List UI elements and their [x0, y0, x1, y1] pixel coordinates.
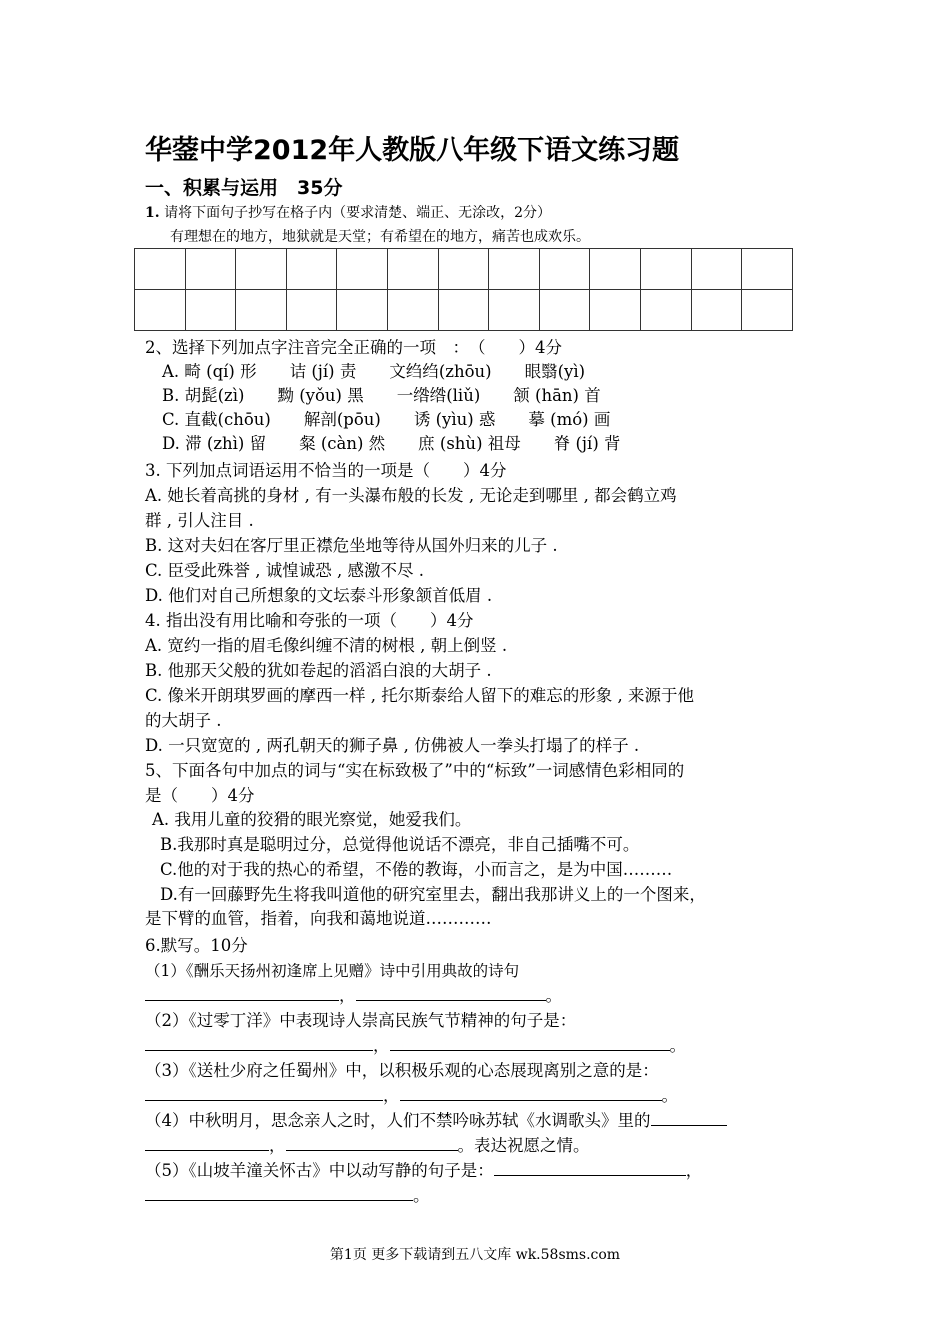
answer-blank[interactable]	[494, 1161, 686, 1176]
answer-blank[interactable]	[400, 1086, 662, 1101]
grid-cell[interactable]	[337, 249, 388, 290]
grid-cell[interactable]	[590, 290, 641, 331]
question-6-stem: 6.默写。10分	[145, 936, 248, 955]
question-6-item-4-tail: 。表达祝愿之情。	[457, 1136, 590, 1155]
section-heading: 一、积累与运用 35分	[145, 177, 343, 199]
comma: ，	[685, 1161, 703, 1180]
period: 。	[661, 1086, 678, 1105]
comma: ，	[373, 1036, 390, 1055]
grid-row	[135, 249, 793, 290]
question-6-item-5	[145, 1160, 702, 1182]
question-2-option-b: B. 胡髭(zì) 黝 (yǒu) 黑 一绺绺(liǔ) 颔 (hān) 首	[162, 386, 601, 405]
grid-cell[interactable]	[387, 249, 438, 290]
grid-cell[interactable]	[286, 249, 337, 290]
grid-cell[interactable]	[337, 290, 388, 331]
question-3-stem: 3. 下列加点词语运用不恰当的一项是（ ）4分	[145, 461, 507, 480]
question-6-item-1: （1）《酬乐天扬州初逢席上见赠》诗中引用典故的诗句	[145, 962, 520, 980]
comma: ，	[339, 986, 356, 1005]
question-1	[145, 203, 551, 223]
question-6-item-4	[145, 1110, 727, 1132]
question-4-option-b: B. 他那天父般的犹如卷起的滔滔白浪的大胡子 .	[145, 661, 492, 680]
question-5-option-d: D.有一回藤野先生将我叫道他的研究室里去，翻出我那讲义上的一个图来，	[160, 885, 706, 904]
page-footer: 第1页 更多下载请到五八文库 wk.58sms.com	[329, 1247, 621, 1263]
grid-cell[interactable]	[438, 290, 489, 331]
grid-cell[interactable]	[640, 290, 691, 331]
writing-grid	[134, 248, 793, 331]
question-3-option-d: D. 他们对自己所想象的文坛泰斗形象颔首低眉 .	[145, 586, 493, 605]
grid-cell[interactable]	[236, 249, 287, 290]
grid-row	[135, 290, 793, 331]
question-3-option-a-cont: 群 , 引人注目 .	[145, 511, 254, 530]
answer-blank[interactable]	[145, 1036, 373, 1051]
grid-cell[interactable]	[691, 249, 742, 290]
question-5-stem: 5、下面各句中加点的词与“实在标致极了”中的“标致”一词感情色彩相同的	[145, 761, 685, 780]
question-6-item-5-text: （5）《山坡羊潼关怀古》中以动写静的句子是：	[145, 1161, 494, 1180]
question-5-option-c: C.他的对于我的热心的希望，不倦的教诲，小而言之，是为中国………	[160, 860, 673, 879]
question-4-option-c: C. 像米开朗琪罗画的摩西一样 , 托尔斯泰给人留下的难忘的形象 , 来源于他	[145, 686, 694, 705]
question-5-option-a: A. 我用儿童的狡猾的眼光察觉，她爱我们。	[152, 810, 472, 829]
document-title: 华蓥中学2012年人教版八年级下语文练习题	[145, 135, 680, 166]
grid-cell[interactable]	[135, 249, 186, 290]
question-6-item-3-answer	[145, 1085, 678, 1107]
question-6-item-5-answer	[145, 1185, 430, 1207]
grid-cell[interactable]	[185, 290, 236, 331]
question-6-item-1-answer	[145, 985, 562, 1007]
grid-cell[interactable]	[590, 249, 641, 290]
question-6-item-2: （2）《过零丁洋》中表现诗人崇高民族气节精神的句子是：	[145, 1011, 577, 1030]
question-3-option-c: C. 臣受此殊誉 , 诚惶诚恐 , 感激不尽 .	[145, 561, 424, 580]
grid-cell[interactable]	[539, 290, 590, 331]
grid-cell[interactable]	[286, 290, 337, 331]
grid-cell[interactable]	[135, 290, 186, 331]
answer-blank[interactable]	[145, 1136, 269, 1151]
question-2-option-d: D. 滞 (zhì) 留 粲 (càn) 然 庶 (shù) 祖母 脊 (jí) 背	[162, 434, 621, 453]
copy-sentence: 有理想在的地方，地狱就是天堂；有希望在的地方，痛苦也成欢乐。	[170, 229, 590, 245]
period: 。	[669, 1036, 686, 1055]
answer-blank[interactable]	[145, 986, 339, 1001]
grid-cell[interactable]	[742, 249, 793, 290]
question-4-option-a: A. 宽约一指的眉毛像纠缠不清的树根 , 朝上倒竖 .	[145, 636, 508, 655]
grid-cell[interactable]	[236, 290, 287, 331]
question-5-option-b: B.我那时真是聪明过分，总觉得他说话不漂亮，非自己插嘴不可。	[160, 835, 640, 854]
question-6-item-4-answer	[145, 1135, 590, 1157]
question-2-option-a: A. 畸 (qí) 形 诘 (jí) 责 文绉绉(zhōu) 眼翳(yì)	[162, 362, 586, 381]
grid-cell[interactable]	[387, 290, 438, 331]
period: 。	[413, 1186, 430, 1205]
grid-cell[interactable]	[742, 290, 793, 331]
question-1-instruction: 请将下面句子抄写在格子内（要求清楚、端正、无涂改，2分）	[164, 205, 551, 221]
grid-cell[interactable]	[438, 249, 489, 290]
question-5-stem-cont: 是（ ）4分	[145, 786, 255, 805]
question-6-item-2-answer	[145, 1035, 686, 1057]
question-2-stem: 2、选择下列加点字注音完全正确的一项 ： （ ）4分	[145, 338, 562, 357]
answer-blank[interactable]	[145, 1086, 383, 1101]
grid-cell[interactable]	[539, 249, 590, 290]
grid-cell[interactable]	[489, 249, 540, 290]
question-3-option-a: A. 她长着高挑的身材 , 有一头瀑布般的长发 , 无论走到哪里 , 都会鹤立鸡	[145, 486, 677, 505]
period: 。	[545, 986, 562, 1005]
question-3-option-b: B. 这对夫妇在客厅里正襟危坐地等待从国外归来的儿子 .	[145, 536, 558, 555]
grid-cell[interactable]	[185, 249, 236, 290]
question-2-option-c: C. 直截(chōu) 解剖(pōu) 诱 (yìu) 惑 摹 (mó) 画	[162, 410, 611, 429]
comma: ，	[383, 1086, 400, 1105]
answer-blank[interactable]	[145, 1186, 413, 1201]
answer-blank[interactable]	[286, 1136, 458, 1151]
grid-cell[interactable]	[691, 290, 742, 331]
question-4-option-c-cont: 的大胡子 .	[145, 711, 222, 730]
answer-blank[interactable]	[390, 1036, 670, 1051]
question-4-stem: 4. 指出没有用比喻和夸张的一项（ ）4分	[145, 611, 474, 630]
question-6-item-4-text: （4）中秋明月，思念亲人之时，人们不禁吟咏苏轼《水调歌头》里的	[145, 1111, 651, 1130]
question-5-option-d-cont: 是下臂的血管，指着，向我和蔼地说道…………	[145, 909, 492, 928]
grid-cell[interactable]	[640, 249, 691, 290]
comma: ，	[269, 1136, 286, 1155]
question-6-item-3: （3）《送杜少府之任蜀州》中，以积极乐观的心态展现离别之意的是：	[145, 1061, 659, 1080]
question-4-option-d: D. 一只宽宽的 , 两孔朝天的狮子鼻 , 仿佛被人一拳头打塌了的样子 .	[145, 736, 640, 755]
answer-blank[interactable]	[356, 986, 546, 1001]
grid-cell[interactable]	[489, 290, 540, 331]
question-1-number: 1.	[145, 205, 160, 221]
answer-blank[interactable]	[651, 1111, 727, 1126]
